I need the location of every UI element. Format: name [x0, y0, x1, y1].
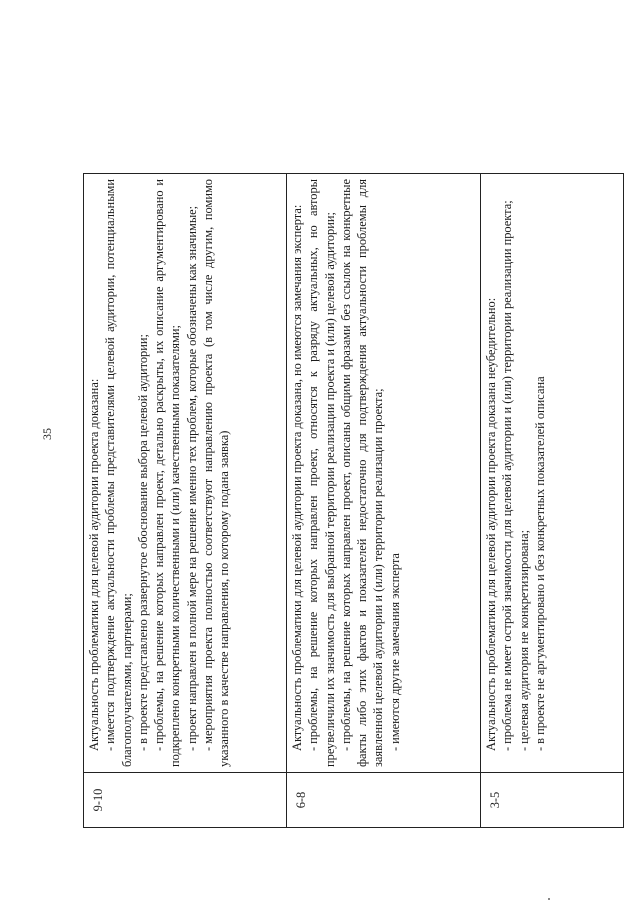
- evaluation-criteria-table: [83, 173, 624, 828]
- table-row: [287, 174, 481, 828]
- list-item: -в проекте не аргументировано и без конкретных показателей описана: [532, 376, 547, 751]
- score-cell: 9-10: [84, 773, 287, 828]
- list-item: -мероприятия проекта полностью соответствуют направлению проекта (в том числе другим, помимо указанного в качестве направления, по которому подана заявка): [201, 179, 232, 767]
- criteria-description-cell: [287, 174, 481, 773]
- list-item: -проблемы, на решение которых направлен проект, относятся к разряду актуальных, но авторы преувеличили их значимость для выбранной территории реализации проекта и (или) целевой аудитории;: [306, 179, 337, 767]
- list-item: -имеется подтверждение актуальности проблемы представителями целевой аудитории, потенциальными благополучателями, партнерами;: [103, 179, 134, 767]
- criteria-description-cell: [84, 174, 287, 773]
- criteria-intro: Актуальность проблематики для целевой аудитории проекта доказана, но имеются замечания эксперта:: [290, 204, 304, 751]
- criteria-list: [102, 179, 232, 767]
- list-item: -проект направлен в полной мере на решение именно тех проблем, которые обозначены как значимые;: [184, 205, 199, 751]
- table-row: [84, 174, 287, 828]
- list-item: -проблема не имеет острой значимости для целевой аудитории и (или) территории реализации проекта;: [500, 200, 515, 751]
- score-cell: 3-5: [481, 773, 624, 828]
- list-item: -проблемы, на решение которых направлен проект, детально раскрыты, их описание аргументировано и подкреплено конкретными количественными и (или) качественными показателями;: [152, 179, 183, 767]
- list-item: -целевая аудитория не конкретизирована;: [516, 529, 531, 751]
- criteria-intro: Актуальность проблематики для целевой аудитории проекта доказана:: [87, 378, 101, 751]
- scan-speck: [548, 898, 550, 900]
- rotated-page-content: [83, 173, 603, 828]
- list-item: -проблемы, на решение которых направлен проект, описаны общими фразами без ссылок на конкретные факты либо этих фактов и показателей недостаточно для подтверждения актуальности проблемы для заявленной целевой аудитории и (или) территории реализации проекта;: [338, 179, 386, 767]
- list-item: -имеются другие замечания эксперта: [387, 553, 402, 751]
- criteria-list: [305, 179, 403, 767]
- table-row: [481, 174, 624, 828]
- list-item: -в проекте представлено развернутое обоснование выбора целевой аудитории;: [135, 334, 150, 751]
- criteria-list: [499, 179, 548, 767]
- page-number: 35: [40, 428, 54, 440]
- criteria-description-cell: [481, 174, 624, 773]
- criteria-intro: Актуальность проблематики для целевой аудитории проекта доказана неубедительно:: [484, 297, 498, 751]
- score-cell: 6-8: [287, 773, 481, 828]
